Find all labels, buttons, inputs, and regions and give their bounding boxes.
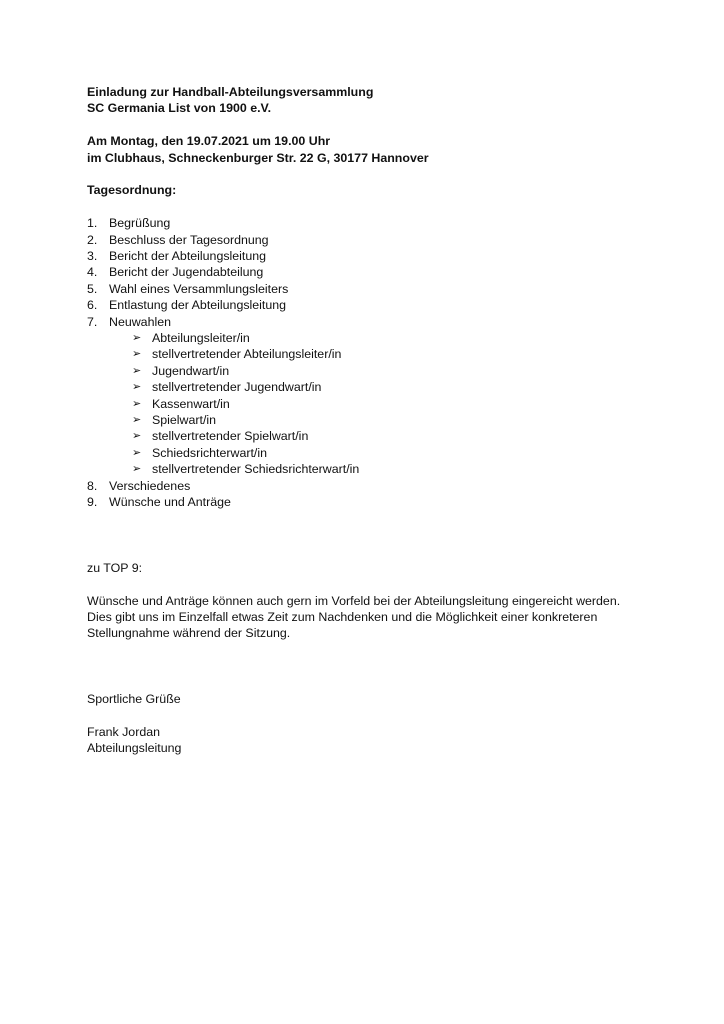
sublist-item xyxy=(87,461,647,477)
arrow-right-icon: ➢ xyxy=(132,396,142,410)
sublist-label: Spielwart/in xyxy=(152,413,217,428)
agenda-number: 3. xyxy=(87,249,98,264)
club-name: SC Germania List von 1900 e.V. xyxy=(87,101,272,116)
arrow-right-icon: ➢ xyxy=(132,413,142,427)
agenda-label: Bericht der Abteilungsleitung xyxy=(109,249,267,264)
agenda-item xyxy=(87,478,647,494)
agenda-number: 5. xyxy=(87,281,98,296)
arrow-right-icon: ➢ xyxy=(132,462,142,476)
arrow-right-icon: ➢ xyxy=(132,445,142,459)
arrow-right-icon: ➢ xyxy=(132,363,142,377)
agenda-label: Entlastung der Abteilungsleitung xyxy=(109,298,287,313)
agenda-label: Neuwahlen xyxy=(109,314,171,329)
agenda-item xyxy=(87,232,647,248)
agenda-item xyxy=(87,215,647,231)
sublist-item xyxy=(87,445,647,461)
agenda-label: Bericht der Jugendabteilung xyxy=(109,265,264,280)
agenda-number: 6. xyxy=(87,298,98,313)
arrow-right-icon: ➢ xyxy=(132,331,142,345)
sublist-label: Kassenwart/in xyxy=(152,396,230,411)
agenda-label: Begrüßung xyxy=(109,216,171,231)
sublist-label: Abteilungsleiter/in xyxy=(152,331,250,346)
document-body xyxy=(87,84,647,757)
agenda-label: Wahl eines Versammlungsleiters xyxy=(109,281,289,296)
invitation-title: Einladung zur Handball-Abteilungsversammlung xyxy=(87,85,374,99)
agenda-label: Beschluss der Tagesordnung xyxy=(109,232,269,247)
sublist-label: stellvertretender Jugendwart/in xyxy=(152,380,322,395)
sublist-label: Jugendwart/in xyxy=(152,363,230,378)
sublist-item xyxy=(87,346,647,362)
agenda-number: 4. xyxy=(87,265,98,280)
signer-name: Frank Jordan xyxy=(87,724,161,739)
arrow-right-icon: ➢ xyxy=(132,429,142,443)
sublist-item xyxy=(87,363,647,379)
agenda-label: Wünsche und Anträge xyxy=(109,495,231,510)
note-line: Wünsche und Anträge können auch gern im Vorfeld bei der Abteilungsleitung eingereicht werden. xyxy=(87,593,621,608)
sublist-label: stellvertretender Spielwart/in xyxy=(152,429,309,444)
arrow-right-icon: ➢ xyxy=(132,380,142,394)
sublist-label: stellvertretender Abteilungsleiter/in xyxy=(152,347,342,362)
agenda-number: 1. xyxy=(87,216,98,231)
agenda-number: 7. xyxy=(87,314,98,329)
sublist-item xyxy=(87,379,647,395)
meeting-date: Am Montag, den 19.07.2021 um 19.00 Uhr xyxy=(87,134,331,149)
meeting-location: im Clubhaus, Schneckenburger Str. 22 G, 30177 Hannover xyxy=(87,150,429,165)
sublist-label: Schiedsrichterwart/in xyxy=(152,445,268,460)
agenda-list xyxy=(87,215,647,330)
agenda-label: Verschiedenes xyxy=(109,478,191,493)
sublist-item xyxy=(87,330,647,346)
agenda-list-continued xyxy=(87,478,647,511)
note-line: Stellungnahme während der Sitzung. xyxy=(87,626,291,641)
agenda-item xyxy=(87,297,647,313)
agenda-item-neuwahlen xyxy=(87,314,647,330)
sublist-item xyxy=(87,412,647,428)
sublist-item xyxy=(87,428,647,444)
agenda-number: 2. xyxy=(87,232,98,247)
agenda-number: 9. xyxy=(87,495,98,510)
sublist-label: stellvertretender Schiedsrichterwart/in xyxy=(152,462,360,477)
arrow-right-icon: ➢ xyxy=(132,347,142,361)
note-line: Dies gibt uns im Einzelfall etwas Zeit zum Nachdenken und die Möglichkeit einer konkreteren xyxy=(87,609,598,624)
agenda-heading: Tagesordnung: xyxy=(87,183,177,198)
agenda-item xyxy=(87,248,647,264)
agenda-item xyxy=(87,264,647,280)
note-paragraph xyxy=(87,593,647,642)
neuwahlen-sublist xyxy=(87,330,647,478)
agenda-number: 8. xyxy=(87,478,98,493)
agenda-item xyxy=(87,281,647,297)
sublist-item xyxy=(87,396,647,412)
signer-role: Abteilungsleitung xyxy=(87,741,182,756)
closing-greeting: Sportliche Grüße xyxy=(87,691,181,706)
note-heading: zu TOP 9: xyxy=(87,560,143,575)
agenda-item xyxy=(87,494,647,510)
